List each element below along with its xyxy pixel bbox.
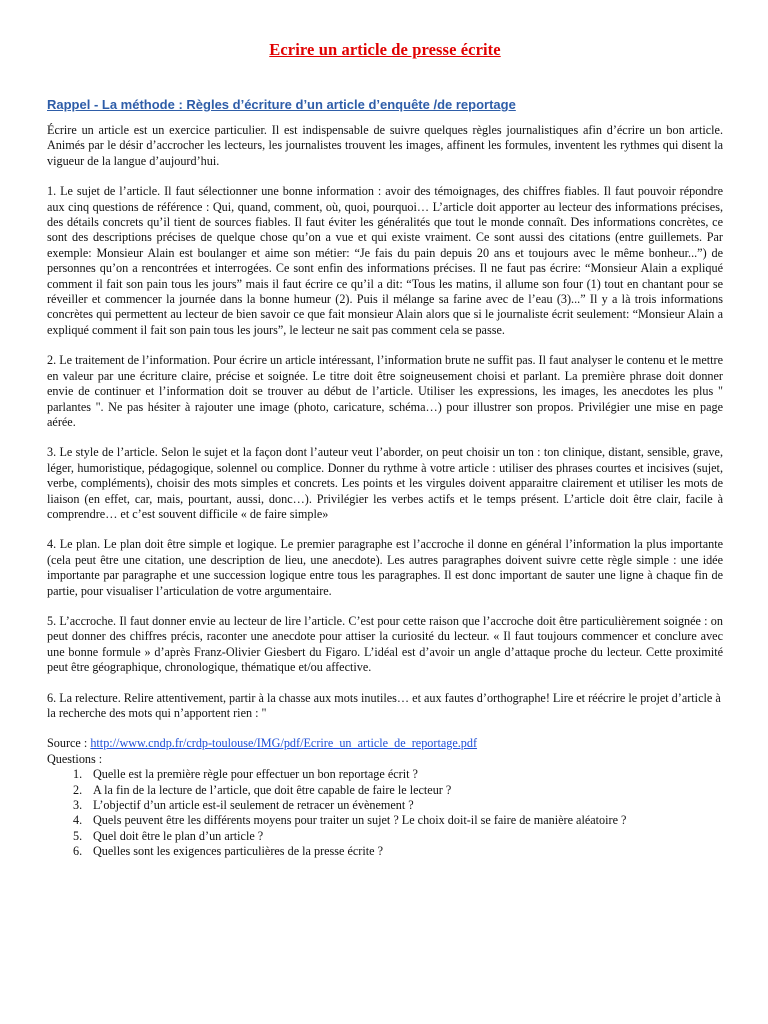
question-number: 4.	[73, 813, 83, 828]
paragraph-style: 3. Le style de l’article. Selon le sujet et la façon dont l’auteur veut l’aborder, on peut choisir un ton : ton clinique, distant, sensible, grave, léger, humoristique, pédagogique, solennel ou complice. Donner du rythme à votre article : utiliser des phrases courtes et incisives (sujet, verbe, compléments), choisir des mots simples et concrets. Les points et les virgules doivent apparaitre clairement et utiliser les mots de liaison (en effet, car, mais, pourtant, aussi, donc…). Privilégier les verbes actifs et le temps présent. L’article doit être clair, facile à comprendre… et c’est souvent difficile « de faire simple»	[47, 445, 723, 521]
question-text: Quelle est la première règle pour effectuer un bon reportage écrit ?	[93, 767, 418, 782]
source-link[interactable]: http://www.cndp.fr/crdp-toulouse/IMG/pdf/Ecrire_un_article_de_reportage.pdf	[90, 736, 478, 751]
question-text: Quels peuvent être les différents moyens pour traiter un sujet ? Le choix doit-il se faire de manière aléatoire ?	[93, 813, 627, 828]
question-text: L’objectif d’un article est-il seulement de retracer un évènement ?	[93, 798, 414, 813]
question-item	[73, 782, 723, 798]
source-line	[47, 736, 723, 751]
paragraph-plan: 4. Le plan. Le plan doit être simple et logique. Le premier paragraphe est l’accroche il donne en général l’information la plus importante (cela peut être une citation, une description de lieu, une anecdote). Les autres paragraphes doivent suivre cette règle simple : une idée importante par paragraphe et une succession logique entre tous les paragraphes. Il est donc important de sauter une ligne à chaque fin de partie, pour visualiser l’articulation de votre argumentaire.	[47, 537, 723, 598]
question-item	[73, 828, 723, 844]
source-label: Source :	[47, 736, 91, 751]
question-text: Quelles sont les exigences particulières de la presse écrite ?	[93, 844, 384, 859]
questions-label: Questions :	[47, 751, 103, 766]
question-item	[73, 813, 723, 828]
paragraph-hook: 5. L’accroche. Il faut donner envie au lecteur de lire l’article. C’est pour cette raison que l’accroche doit être particulièrement soignée : on peut donner des chiffres précis, raconter une anecdote pour attiser la curiosité du lecteur. « Il faut toujours commencer et conclure avec une bonne formule » d’après Franz-Olivier Giesbert du Figaro. L’idéal est d’avoir un angle d’attaque proche du lecteur. Cette proximité peut être géographique, chronologique, thématique et/ou affective.	[47, 613, 723, 675]
question-number: 3.	[73, 798, 83, 813]
question-text: Quel doit être le plan d’un article ?	[93, 828, 264, 843]
question-item	[73, 767, 723, 782]
question-number: 6.	[73, 844, 83, 859]
questions-list	[47, 767, 723, 859]
document-page	[47, 40, 723, 860]
section-heading: Rappel - La méthode : Règles d’écriture d’un article d’enquête /de reportage	[47, 97, 516, 112]
document-title: Ecrire un article de presse écrite	[269, 40, 501, 59]
question-item	[73, 844, 723, 859]
question-text: A la fin de la lecture de l’article, que doit être capable de faire le lecteur ?	[93, 782, 452, 797]
question-number: 5.	[73, 828, 83, 843]
paragraph-subject: 1. Le sujet de l’article. Il faut sélectionner une bonne information : avoir des témoignages, des chiffres fiables. Il faut pouvoir répondre aux cinq questions de référence : Qui, quand, comment, où, quoi, pourquoi… L’article doit apporter au lecteur des informations précises, des détails concrets qu’il tient de sources fiables. Il faut éviter les généralités que tout le monde connaît. Des informations concrètes, ce sont des descriptions précises de quelque chose qu’on a vue et qui existe vraiment. Ce sont aussi des citations (entre guillemets. Par exemple: Monsieur Alain est boulanger et aime son métier: “Je fais du pain depuis 20 ans et toujours avec le même bonheur...”) de personnes qu’on a rencontrées et interrogées. Ce sont enfin des informations précises. Il ne faut pas écrire: “Monsieur Alain a expliqué comment il fait son pain tous les jours” mais il faut écrire ce qu’il a dit: “Tous les matins, il allume son four (1) tout en chantant pour se réveiller et commencer la journée dans la bonne humeur (2). Puis il mélange sa farine avec de l’eau (3)...” Il y a là trois informations concrètes qui permettent au lecteur de bien savoir ce que fait monsieur Alain alors que si le journaliste écrit seulement: “Monsieur Alain a expliqué comment il fait son pain tous les jours”, le lecteur ne sait pas comment cela se passe.	[47, 184, 723, 337]
question-item	[73, 798, 723, 813]
paragraph-treatment: 2. Le traitement de l’information. Pour écrire un article intéressant, l’information brute ne suffit pas. Il faut analyser le contenu et le mettre en valeur par une écriture claire, précise et soignée. Le titre doit être soigneusement choisi et parlant. La première phrase doit donner envie de continuer et l’information doit se trouver au début de l’article. Utiliser les expressions, les images, les anecdotes les plus " parlantes ". Ne pas hésiter à rajouter une image (photo, caricature, schéma…) pour illustrer son propos. Privilégier une mise en page aérée.	[47, 353, 723, 429]
paragraph-proofreading: 6. La relecture. Relire attentivement, partir à la chasse aux mots inutiles… et aux fautes d’orthographe! Lire et réécrire le projet d’article à la recherche des mots qui n’apportent rien : "	[47, 690, 721, 720]
intro-paragraph: Écrire un article est un exercice particulier. Il est indispensable de suivre quelques règles journalistiques afin d’écrire un bon article. Animés par le désir d’accrocher les lecteurs, les journalistes trouvent les images, affinent les formules, inventent les rythmes qui disent la vigueur de la langue d’aujourd’hui.	[47, 123, 723, 168]
question-number: 1.	[73, 767, 83, 782]
question-number: 2.	[73, 782, 83, 797]
